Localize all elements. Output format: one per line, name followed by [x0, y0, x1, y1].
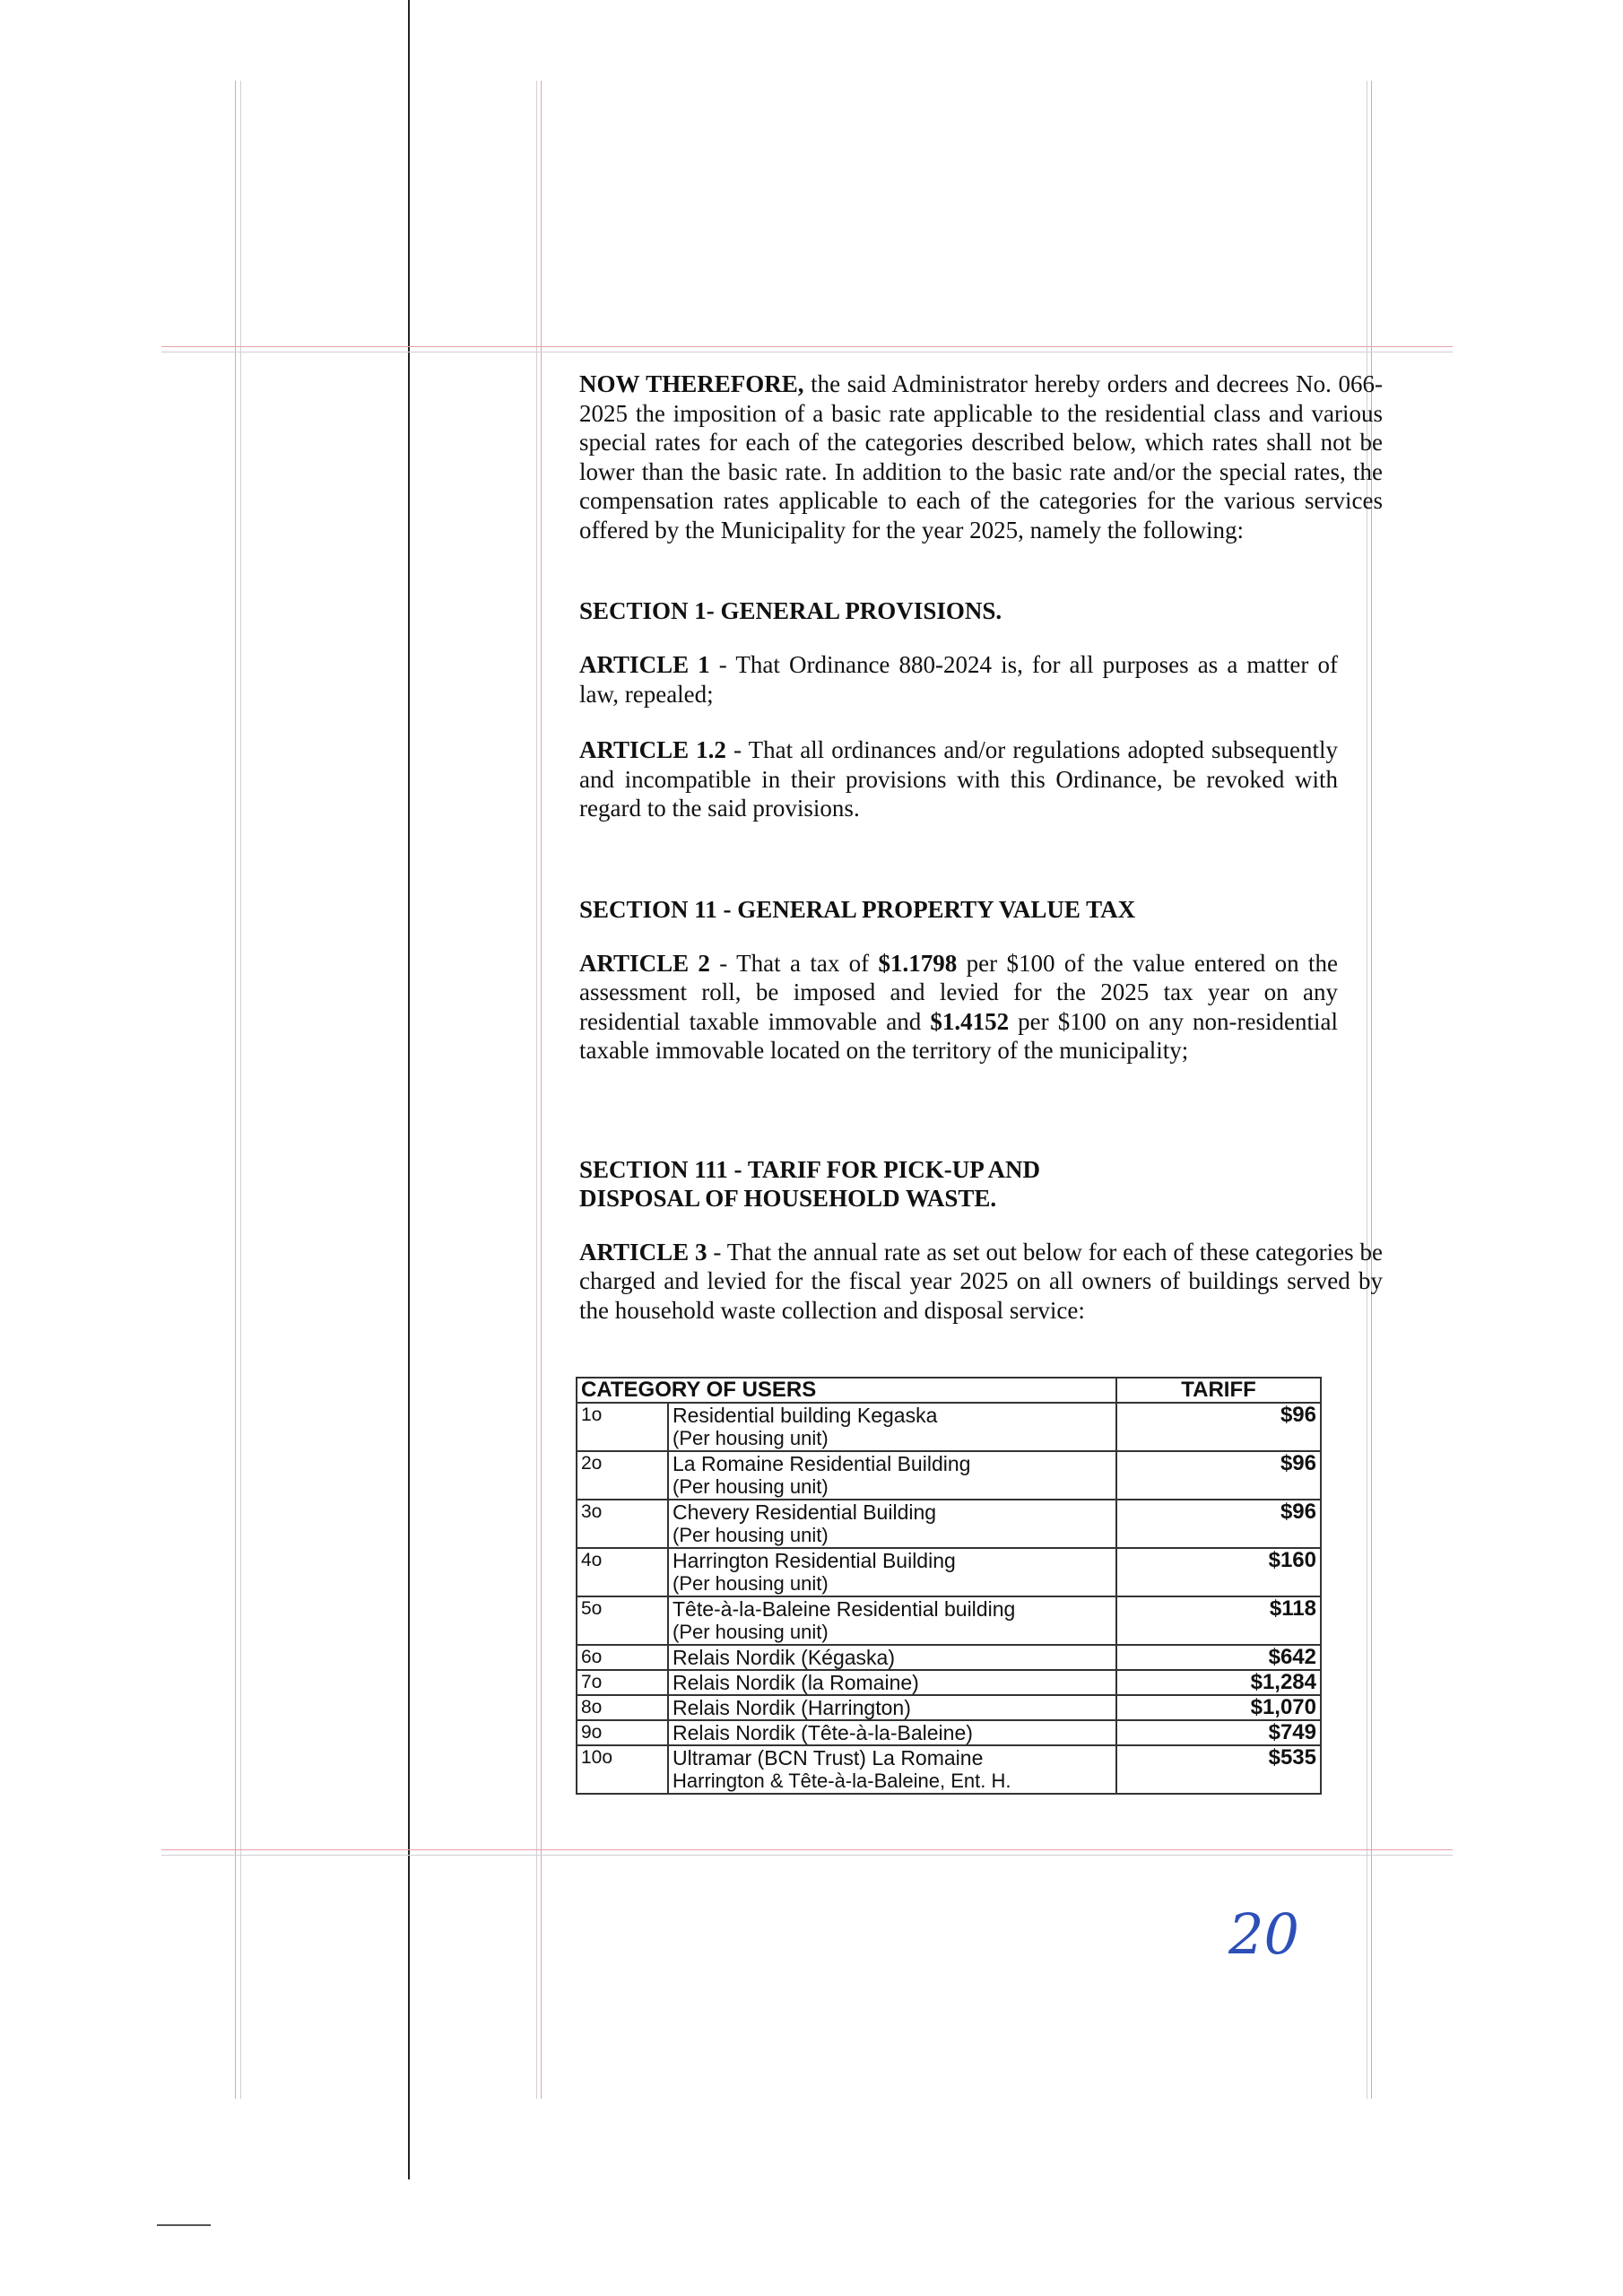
table-row	[577, 1645, 1321, 1670]
category-name: Chevery Residential Building	[673, 1500, 937, 1524]
nonresidential-rate: $1.4152	[930, 1007, 1010, 1035]
row-number: 4o	[577, 1548, 668, 1596]
category-note: (Per housing unit)	[673, 1572, 829, 1595]
category-name: Tête-à-la-Baleine Residential building	[673, 1597, 1016, 1621]
row-number: 5o	[577, 1596, 668, 1645]
category-name: Relais Nordik (Tête-à-la-Baleine)	[673, 1721, 973, 1744]
margin-rule	[161, 346, 1453, 347]
row-number: 3o	[577, 1500, 668, 1548]
row-category	[668, 1695, 1116, 1720]
category-note: (Per housing unit)	[673, 1524, 829, 1546]
table-row	[577, 1670, 1321, 1695]
category-name: Relais Nordik (Kégaska)	[673, 1646, 895, 1669]
preamble-lead: NOW THEREFORE,	[579, 370, 804, 397]
row-category	[668, 1645, 1116, 1670]
category-name: Relais Nordik (Harrington)	[673, 1696, 911, 1719]
row-category	[668, 1720, 1116, 1745]
row-number: 9o	[577, 1720, 668, 1745]
row-category	[668, 1745, 1116, 1794]
margin-rule	[240, 81, 241, 2099]
row-number: 2o	[577, 1451, 668, 1500]
table-row	[577, 1548, 1321, 1596]
table-row	[577, 1500, 1321, 1548]
article2-text-b: per $100 of the value entered on the assessment roll, be imposed and levied for the 2025 tax year on any residential taxable immovable and	[579, 949, 1338, 1035]
table-row	[577, 1451, 1321, 1500]
row-category	[668, 1670, 1116, 1695]
article1-label: ARTICLE 1	[579, 651, 710, 678]
row-tariff: $96	[1116, 1403, 1321, 1451]
table-row	[577, 1745, 1321, 1794]
row-category	[668, 1548, 1116, 1596]
table-header-row	[577, 1378, 1321, 1403]
row-tariff: $749	[1116, 1720, 1321, 1745]
row-number: 7o	[577, 1670, 668, 1695]
article3-paragraph	[579, 1238, 1383, 1326]
header-tariff: TARIFF	[1116, 1378, 1321, 1403]
table-row	[577, 1403, 1321, 1451]
section2-title: SECTION 11 - GENERAL PROPERTY VALUE TAX	[579, 895, 1136, 923]
article2-text-c: per $100 on any non-residential taxable immovable located on the territory of the municipality;	[579, 1007, 1339, 1064]
row-number: 1o	[577, 1403, 668, 1451]
section3-title-line1: SECTION 111 - TARIF FOR PICK-UP AND	[579, 1155, 1041, 1183]
article1-paragraph	[579, 650, 1338, 709]
category-name: Residential building Kegaska	[673, 1404, 938, 1427]
row-category	[668, 1500, 1116, 1548]
section3-title-line2: DISPOSAL OF HOUSEHOLD WASTE.	[579, 1184, 997, 1212]
row-tariff: $160	[1116, 1548, 1321, 1596]
row-tariff: $1,284	[1116, 1670, 1321, 1695]
article2-text-a: - That a tax of	[709, 949, 879, 977]
row-tariff: $642	[1116, 1645, 1321, 1670]
category-name: Relais Nordik (la Romaine)	[673, 1671, 919, 1694]
row-tariff: $535	[1116, 1745, 1321, 1794]
row-category	[668, 1451, 1116, 1500]
preamble-paragraph	[579, 370, 1383, 544]
residential-rate: $1.1798	[878, 949, 958, 977]
article2-label: ARTICLE 2	[579, 949, 710, 977]
row-tariff: $96	[1116, 1451, 1321, 1500]
category-name: Ultramar (BCN Trust) La Romaine	[673, 1746, 984, 1770]
category-note: (Per housing unit)	[673, 1427, 829, 1449]
row-category	[668, 1403, 1116, 1451]
article12-label: ARTICLE 1.2	[579, 736, 726, 763]
table-row	[577, 1695, 1321, 1720]
article12-paragraph	[579, 735, 1338, 823]
row-number: 6o	[577, 1645, 668, 1670]
margin-rule	[408, 0, 410, 2179]
row-number: 8o	[577, 1695, 668, 1720]
article3-text: - That the annual rate as set out below for each of these categories be charged and levied for the fiscal year 2025 on all owners of buildings served by the household waste collection and disposal service:	[579, 1238, 1383, 1324]
category-note: (Per housing unit)	[673, 1621, 829, 1643]
margin-rule	[235, 81, 236, 2099]
table-row	[577, 1596, 1321, 1645]
margin-rule	[541, 81, 542, 2099]
category-note: (Per housing unit)	[673, 1475, 829, 1498]
section1-title: SECTION 1- GENERAL PROVISIONS.	[579, 597, 1002, 624]
margin-rule	[157, 2224, 211, 2226]
row-tariff: $96	[1116, 1500, 1321, 1548]
article3-label: ARTICLE 3	[579, 1238, 707, 1265]
category-name: La Romaine Residential Building	[673, 1452, 971, 1475]
preamble-text: the said Administrator hereby orders and decrees No. 066-2025 the imposition of a basic rate applicable to the residential class and various special rates for each of the categories described below, which rates shall not be lower than the basic rate. In addition to the basic rate and/or the special rates, the compensation rates applicable to each of the categories for the various services offered by the Municipality for the year 2025, namely the following:	[579, 370, 1383, 544]
header-category: CATEGORY OF USERS	[577, 1378, 1116, 1403]
margin-rule	[161, 1849, 1453, 1850]
article1-text: - That Ordinance 880-2024 is, for all purposes as a matter of law, repealed;	[579, 651, 1338, 708]
tariff-table	[576, 1377, 1322, 1795]
margin-rule	[536, 81, 537, 2099]
category-note: Harrington & Tête-à-la-Baleine, Ent. H.	[673, 1770, 1011, 1792]
row-category	[668, 1596, 1116, 1645]
row-tariff: $118	[1116, 1596, 1321, 1645]
article2-paragraph	[579, 949, 1338, 1065]
row-tariff: $1,070	[1116, 1695, 1321, 1720]
row-number: 10o	[577, 1745, 668, 1794]
document-body	[579, 370, 1383, 1325]
table-row	[577, 1720, 1321, 1745]
margin-rule	[161, 1855, 1453, 1856]
handwritten-page-number: 20	[1228, 1901, 1299, 1967]
category-name: Harrington Residential Building	[673, 1549, 956, 1572]
article12-text: - That all ordinances and/or regulations adopted subsequently and incompatible in their provisions with this Ordinance, be revoked with regard to the said provisions.	[579, 736, 1338, 822]
